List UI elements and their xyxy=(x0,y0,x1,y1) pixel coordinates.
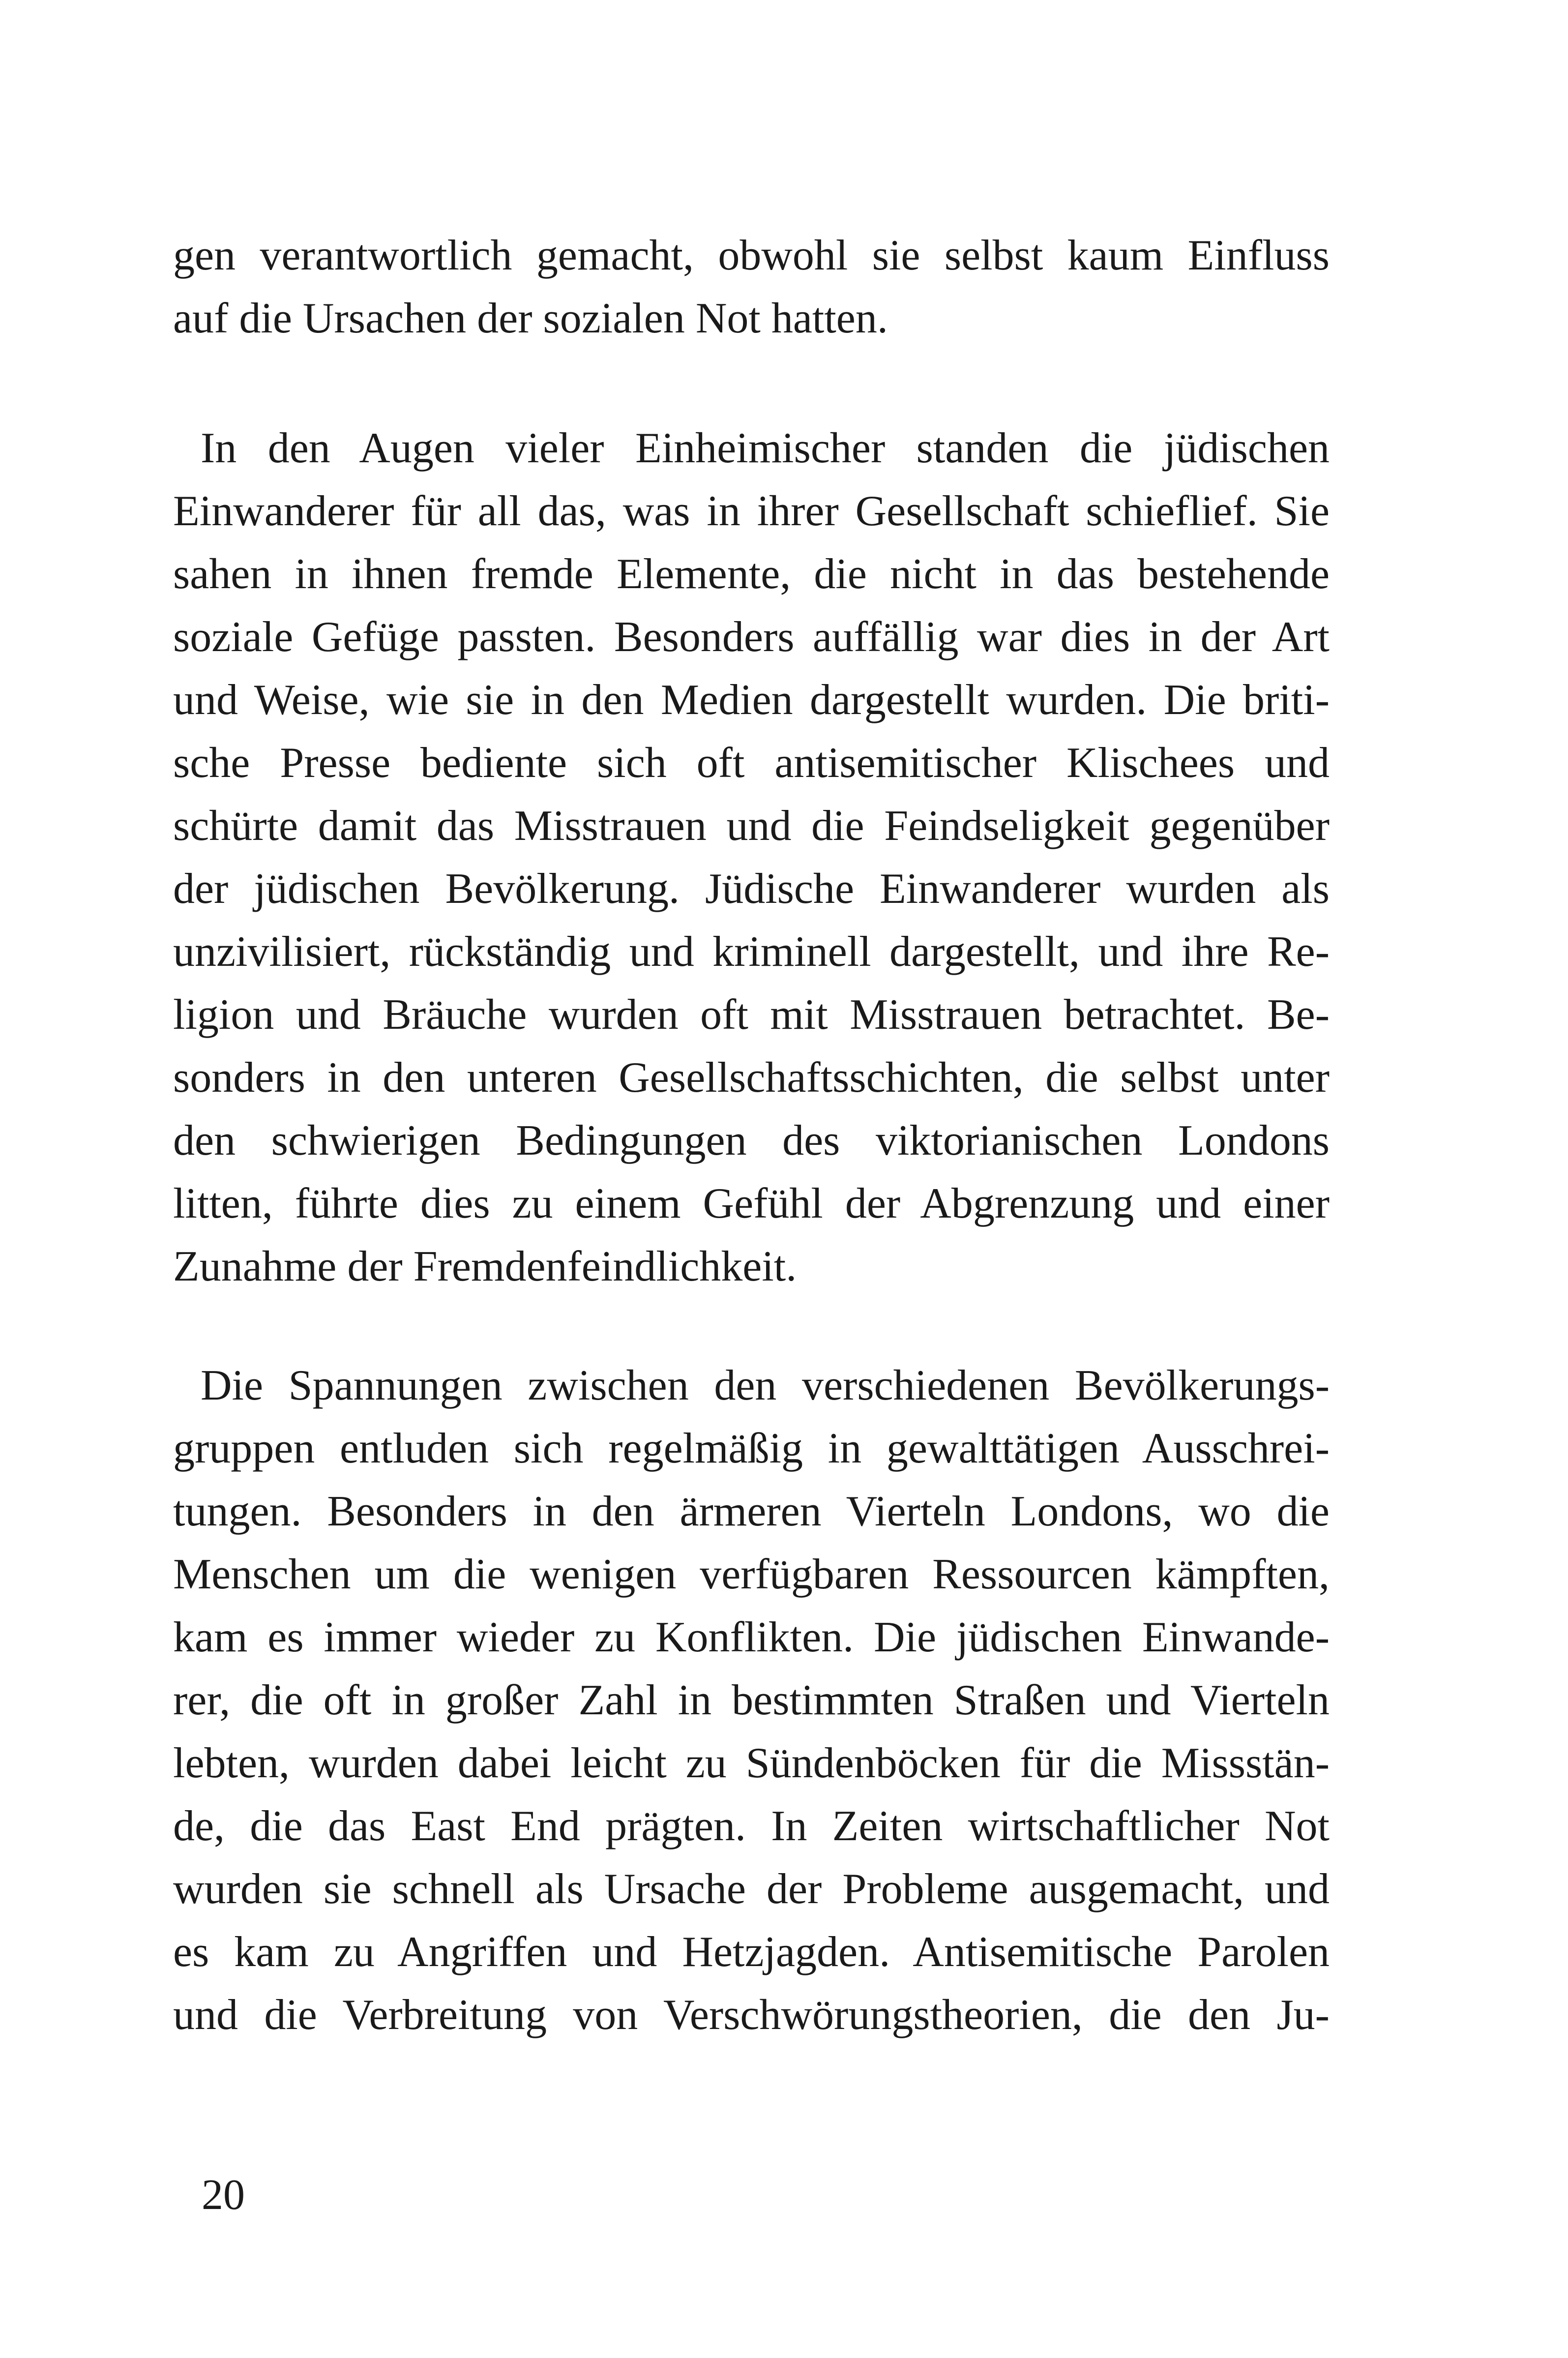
paragraph-1 xyxy=(173,224,1330,350)
text-line: auf die Ursachen der sozialen Not hatten. xyxy=(173,295,888,342)
text-line: unzivilisiert, rückständig und kriminell dargestellt, und ihre Re- xyxy=(173,928,1330,976)
text-line: sche Presse bediente sich oft antisemitischer Klischees und xyxy=(173,739,1330,787)
text-line: sonders in den unteren Gesellschaftsschichten, die selbst unter xyxy=(173,1054,1330,1102)
text-line: der jüdischen Bevölkerung. Jüdische Einwanderer wurden als xyxy=(173,865,1330,913)
text-line: es kam zu Angriffen und Hetzjagden. Antisemitische Parolen xyxy=(173,1928,1330,1976)
text-line: soziale Gefüge passten. Besonders auffällig war dies in der Art xyxy=(173,613,1330,661)
text-line: wurden sie schnell als Ursache der Probleme ausgemacht, und xyxy=(173,1865,1330,1913)
text-line: Zunahme der Fremdenfeindlichkeit. xyxy=(173,1243,797,1290)
text-line: Menschen um die wenigen verfügbaren Ressourcen kämpften, xyxy=(173,1551,1330,1598)
text-line: den schwierigen Bedingungen des viktorianischen Londons xyxy=(173,1117,1330,1164)
text-line: gruppen entluden sich regelmäßig in gewalttätigen Ausschrei- xyxy=(173,1425,1330,1472)
text-line: und die Verbreitung von Verschwörungstheorien, die den Ju- xyxy=(173,1991,1330,2039)
text-line: sahen in ihnen fremde Elemente, die nicht in das bestehende xyxy=(173,550,1330,598)
text-line: Die Spannungen zwischen den verschiedenen Bevölkerungs- xyxy=(201,1362,1330,1409)
text-line: In den Augen vieler Einheimischer standen die jüdischen xyxy=(201,424,1330,472)
text-line: ligion und Bräuche wurden oft mit Misstrauen betrachtet. Be- xyxy=(173,991,1330,1039)
text-line: rer, die oft in großer Zahl in bestimmten Straßen und Vierteln xyxy=(173,1676,1330,1724)
text-line: und Weise, wie sie in den Medien dargestellt wurden. Die briti- xyxy=(173,676,1330,724)
text-line: kam es immer wieder zu Konflikten. Die jüdischen Einwande- xyxy=(173,1613,1330,1661)
paragraph-2 xyxy=(173,417,1330,1298)
page-number: 20 xyxy=(202,2171,245,2219)
paragraph-3 xyxy=(173,1354,1330,2047)
text-line: schürte damit das Misstrauen und die Feindseligkeit gegenüber xyxy=(173,802,1330,850)
text-line: litten, führte dies zu einem Gefühl der Abgrenzung und einer xyxy=(173,1180,1330,1227)
text-line: gen verantwortlich gemacht, obwohl sie selbst kaum Einfluss xyxy=(173,232,1330,279)
text-line: lebten, wurden dabei leicht zu Sündenböcken für die Missstän- xyxy=(173,1739,1330,1787)
text-line: de, die das East End prägten. In Zeiten wirtschaftlicher Not xyxy=(173,1802,1330,1850)
text-line: Einwanderer für all das, was in ihrer Gesellschaft schieflief. Sie xyxy=(173,487,1330,535)
text-line: tungen. Besonders in den ärmeren Vierteln Londons, wo die xyxy=(173,1488,1330,1535)
